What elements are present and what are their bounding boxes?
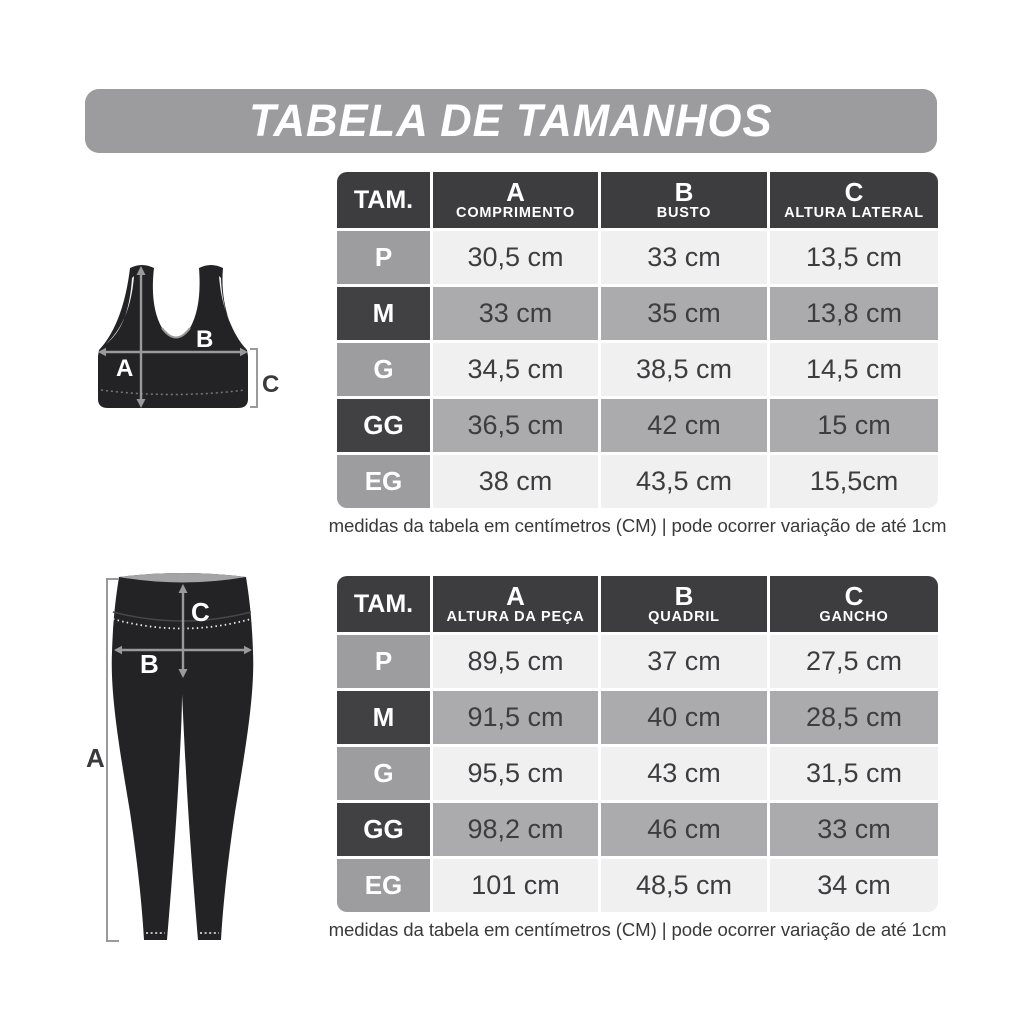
size-row-label: P <box>337 635 430 688</box>
measurement-cell: 34 cm <box>770 859 938 912</box>
col-letter: C <box>844 177 864 208</box>
leggings-figure <box>82 560 317 952</box>
measurement-cell: 33 cm <box>770 803 938 856</box>
measurement-cell: 40 cm <box>601 691 767 744</box>
measurement-cell: 48,5 cm <box>601 859 767 912</box>
leggings-size-table <box>337 576 938 912</box>
col-label: GANCHO <box>819 609 889 626</box>
measurement-cell: 33 cm <box>433 287 598 340</box>
page-title: TABELA DE TAMANHOS <box>249 95 773 146</box>
col-letter: A <box>506 581 525 612</box>
measurement-note: medidas da tabela em centímetros (CM) | pode ocorrer variação de até 1cm <box>328 919 947 940</box>
measurement-note: medidas da tabela em centímetros (CM) | pode ocorrer variação de até 1cm <box>328 515 947 536</box>
measurement-cell: 15 cm <box>770 399 938 452</box>
measurement-cell: 27,5 cm <box>770 635 938 688</box>
measurement-cell: 15,5cm <box>770 455 938 508</box>
label-b: B <box>196 326 214 353</box>
measurement-cell: 34,5 cm <box>433 343 598 396</box>
label-a: A <box>86 743 105 773</box>
label-a: A <box>116 355 134 382</box>
measurement-cell: 28,5 cm <box>770 691 938 744</box>
measurement-cell: 42 cm <box>601 399 767 452</box>
size-row-label: P <box>337 231 430 284</box>
measurement-cell: 89,5 cm <box>433 635 598 688</box>
measurement-cell: 43 cm <box>601 747 767 800</box>
measurement-cell: 31,5 cm <box>770 747 938 800</box>
measurement-cell: 38 cm <box>433 455 598 508</box>
measurement-cell: 13,5 cm <box>770 231 938 284</box>
measurement-cell: 46 cm <box>601 803 767 856</box>
col-label: ALTURA DA PEÇA <box>446 609 585 626</box>
measurement-cell: 33 cm <box>601 231 767 284</box>
measurement-cell: 43,5 cm <box>601 455 767 508</box>
size-row-label: G <box>337 747 430 800</box>
col-header-size: TAM. <box>337 576 430 632</box>
measurement-cell: 91,5 cm <box>433 691 598 744</box>
sports-bra-figure <box>88 252 293 447</box>
measurement-cell: 35 cm <box>601 287 767 340</box>
col-label: QUADRIL <box>648 609 720 626</box>
measurement-cell: 36,5 cm <box>433 399 598 452</box>
col-label: BUSTO <box>656 205 712 222</box>
size-row-label: G <box>337 343 430 396</box>
measurement-cell: 30,5 cm <box>433 231 598 284</box>
size-row-label: GG <box>337 803 430 856</box>
col-header-size: TAM. <box>337 172 430 228</box>
col-letter: B <box>674 581 694 612</box>
col-header-c <box>770 172 938 228</box>
leggings-diagram-icon <box>82 560 317 952</box>
col-header-a <box>433 172 598 228</box>
measure-c-bracket <box>250 349 257 407</box>
size-row-label: M <box>337 287 430 340</box>
measurement-cell: 101 cm <box>433 859 598 912</box>
measurement-cell: 13,8 cm <box>770 287 938 340</box>
col-label: COMPRIMENTO <box>456 205 575 222</box>
col-letter: A <box>506 177 525 208</box>
label-c: C <box>191 597 210 627</box>
col-letter: C <box>844 581 864 612</box>
col-header-a <box>433 576 598 632</box>
bra-size-table <box>337 172 938 508</box>
title-banner <box>85 89 937 153</box>
col-header-c <box>770 576 938 632</box>
sports-bra-diagram-icon <box>88 252 293 447</box>
size-row-label: EG <box>337 859 430 912</box>
measurement-cell: 98,2 cm <box>433 803 598 856</box>
measurement-cell: 37 cm <box>601 635 767 688</box>
measurement-cell: 95,5 cm <box>433 747 598 800</box>
col-header-b <box>601 576 767 632</box>
size-row-label: M <box>337 691 430 744</box>
measurement-cell: 14,5 cm <box>770 343 938 396</box>
size-row-label: EG <box>337 455 430 508</box>
col-letter: B <box>674 177 694 208</box>
col-header-b <box>601 172 767 228</box>
label-c: C <box>262 371 280 398</box>
label-b: B <box>140 649 159 679</box>
col-label: ALTURA LATERAL <box>784 205 924 222</box>
measurement-cell: 38,5 cm <box>601 343 767 396</box>
size-row-label: GG <box>337 399 430 452</box>
